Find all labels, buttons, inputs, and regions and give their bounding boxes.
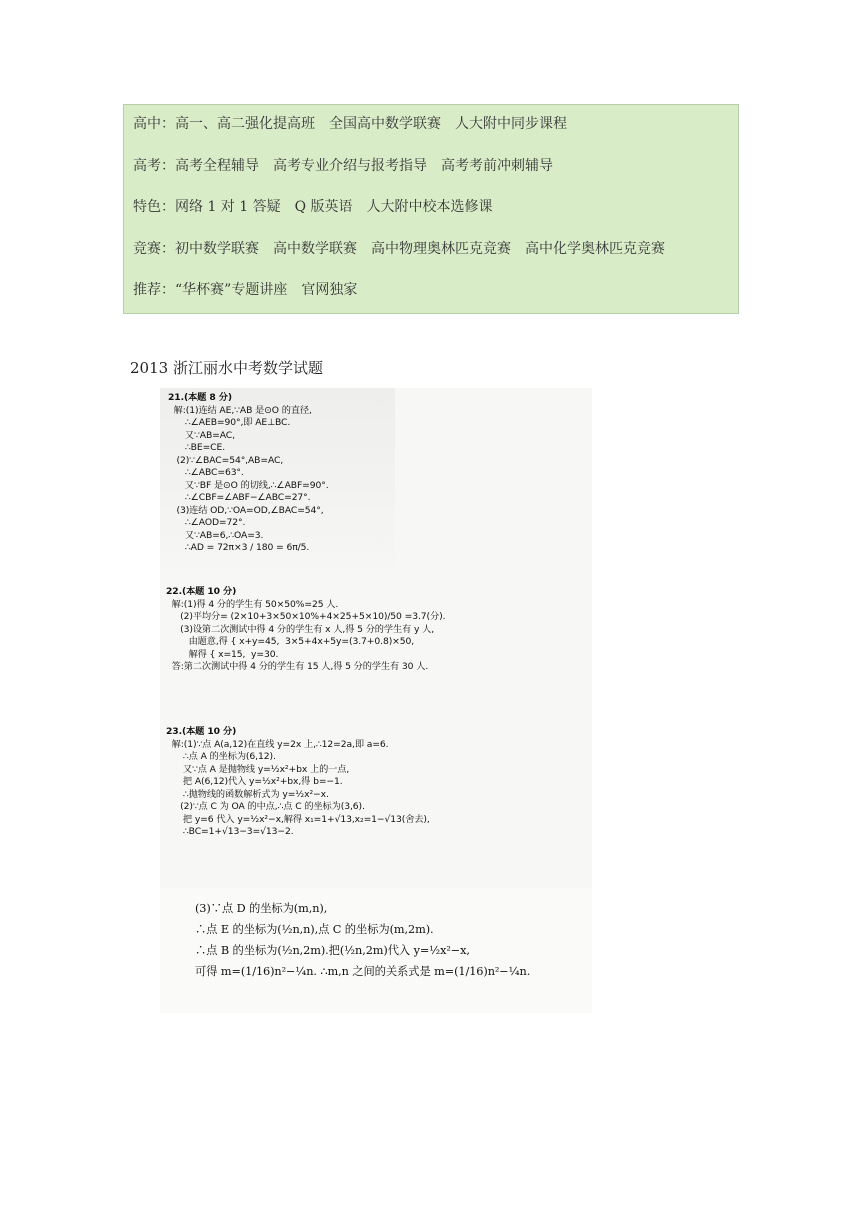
ad-link[interactable]: 全国高中数学联赛 bbox=[329, 116, 441, 132]
solution-line: 又∵BF 是⊙O 的切线,∴∠ABF=90°. bbox=[168, 479, 329, 491]
ad-row-label: 高考： bbox=[133, 157, 175, 174]
solution-heading: 21.(本题 8 分) bbox=[168, 392, 232, 403]
solution-q22 bbox=[166, 586, 445, 674]
ad-row-recommend bbox=[133, 280, 738, 322]
ad-row-label: 推荐： bbox=[133, 282, 175, 298]
ad-link[interactable]: 高考考前冲刺辅导 bbox=[441, 157, 553, 174]
ad-row-features bbox=[133, 197, 738, 239]
ad-row-competition bbox=[133, 239, 738, 281]
ad-link[interactable]: 高考全程辅导 bbox=[175, 157, 259, 174]
solution-line: 又∵点 A 是抛物线 y=½x²+bx 上的一点, bbox=[166, 763, 350, 775]
scanned-solution-image bbox=[160, 388, 592, 1013]
solution-line: ∴BE=CE. bbox=[168, 442, 226, 453]
solution-line: 解:(1)连结 AE,∵AB 是⊙O 的直径, bbox=[168, 404, 312, 416]
solution-heading: 23.(本题 10 分) bbox=[166, 726, 237, 737]
ad-link[interactable]: “华杯赛”专题讲座 bbox=[175, 282, 288, 298]
solution-line: ∴点 E 的坐标为(½n,n),点 C 的坐标为(m,2m). bbox=[188, 923, 434, 936]
solution-q21 bbox=[168, 392, 329, 555]
solution-line: ∴AD = 72π×3 / 180 = 6π/5. bbox=[168, 542, 310, 553]
solution-line: (2)∵∠BAC=54°,AB=AC, bbox=[168, 454, 284, 466]
ad-link[interactable]: 高中物理奥林匹克竞赛 bbox=[371, 240, 511, 257]
ad-link[interactable]: 高中数学联赛 bbox=[273, 240, 357, 257]
ad-link[interactable]: 官网独家 bbox=[301, 282, 358, 298]
ad-link[interactable]: 高中化学奥林匹克竞赛 bbox=[525, 240, 665, 257]
ad-link[interactable]: 初中数学联赛 bbox=[175, 240, 259, 257]
solution-line: ∴∠ABC=63°. bbox=[168, 467, 244, 478]
solution-line: (3)连结 OD,∵OA=OD,∠BAC=54°, bbox=[168, 504, 324, 516]
solution-line: 把 A(6,12)代入 y=½x²+bx,得 b=−1. bbox=[166, 776, 343, 787]
solution-line: ∴∠AEB=90°,即 AE⊥BC. bbox=[168, 417, 291, 428]
solution-line: 可得 m=(1/16)n²−¼n. ∴m,n 之间的关系式是 m=(1/16)n²−¼n. bbox=[188, 965, 531, 978]
solution-line: ∴点 B 的坐标为(½n,2m).把(½n,2m)代入 y=½x²−x, bbox=[188, 944, 470, 957]
solution-line: 又∵AB=AC, bbox=[168, 429, 235, 441]
solution-q23 bbox=[166, 726, 430, 839]
ad-row-high-school bbox=[133, 114, 738, 156]
solution-line: 解:(1)得 4 分的学生有 50×50%=25 人. bbox=[166, 598, 339, 610]
solution-line: ∴∠AOD=72°. bbox=[168, 517, 246, 528]
solution-line: (3)设第二次测试中得 4 分的学生有 x 人,得 5 分的学生有 y 人, bbox=[166, 623, 435, 635]
solution-line: 又∵AB=6,∴OA=3. bbox=[168, 529, 264, 541]
ad-link[interactable]: 人大附中同步课程 bbox=[455, 116, 567, 132]
solution-line: 解得 { x=15, y=30. bbox=[166, 648, 279, 660]
solution-line: 由题意,得 { x+y=45, 3×5+4x+5y=(3.7+0.8)×50, bbox=[166, 636, 415, 647]
solution-line: ∴BC=1+√13−3=√13−2. bbox=[166, 826, 294, 837]
solution-line: (2)平均分= (2×10+3×50×10%+4×25+5×10)/50 =3.7(分). bbox=[166, 611, 446, 622]
solution-line: 解:(1)∵点 A(a,12)在直线 y=2x 上,∴12=2a,即 a=6. bbox=[166, 738, 389, 750]
solution-heading: 22.(本题 10 分) bbox=[166, 586, 237, 597]
solution-line: 把 y=6 代入 y=½x²−x,解得 x₁=1+√13,x₂=1−√13(舍去), bbox=[166, 813, 430, 825]
ad-link[interactable]: Q 版英语 bbox=[294, 199, 353, 215]
ad-link[interactable]: 网络 1 对 1 答疑 bbox=[175, 199, 281, 215]
page-title: 2013 浙江丽水中考数学试题 bbox=[130, 359, 323, 377]
solution-line: ∴抛物线的函数解析式为 y=½x²−x. bbox=[166, 788, 329, 800]
ad-row-label: 特色： bbox=[133, 199, 175, 215]
ad-link[interactable]: 高考专业介绍与报考指导 bbox=[273, 157, 427, 174]
solution-line: (2)∵点 C 为 OA 的中点,∴点 C 的坐标为(3,6). bbox=[166, 801, 365, 812]
solution-line: ∴点 A 的坐标为(6,12). bbox=[166, 751, 276, 762]
solution-line: 答:第二次测试中得 4 分的学生有 15 人,得 5 分的学生有 30 人. bbox=[166, 661, 429, 672]
ad-link[interactable]: 人大附中校本选修课 bbox=[366, 199, 493, 215]
course-ad-box bbox=[123, 104, 739, 314]
ad-row-label: 竞赛： bbox=[133, 240, 175, 257]
solution-line: (3)∵点 D 的坐标为(m,n), bbox=[188, 902, 328, 915]
ad-row-label: 高中： bbox=[133, 116, 175, 132]
solution-q23-part3 bbox=[188, 898, 530, 982]
ad-row-gaokao bbox=[133, 156, 738, 198]
solution-line: ∴∠CBF=∠ABF−∠ABC=27°. bbox=[168, 492, 311, 503]
ad-link[interactable]: 高一、高二强化提高班 bbox=[175, 116, 315, 132]
